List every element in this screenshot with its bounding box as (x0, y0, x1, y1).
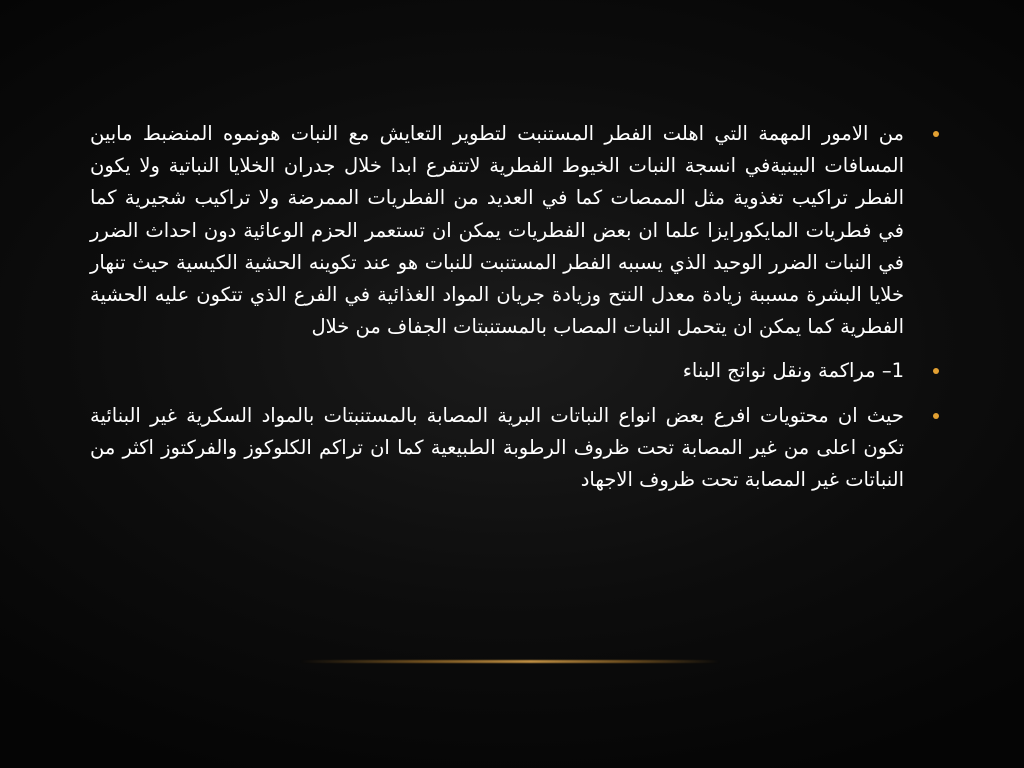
slide-body (90, 118, 956, 508)
decorative-gold-line (300, 660, 720, 663)
bullet-item (90, 118, 956, 343)
bullet-dot-icon (933, 413, 939, 419)
bullet-text: 1– مراكمة ونقل نواتج البناء (682, 359, 904, 383)
bullet-item (90, 400, 956, 497)
bullet-dot-icon (933, 368, 939, 374)
bullet-item (90, 355, 956, 387)
bullet-text: حيث ان محتويات افرع بعض انواع النباتات البرية المصابة بالمستنبتات بالمواد السكرية غير البنائية تكون اعلى من غير المصابة تحت ظروف الرطوبة الطبيعية كما ان تراكم الكلوكوز والفركتوز اكثر من النباتات غير المصابة تحت ظروف الاجهاد (90, 403, 904, 492)
bullet-dot-icon (933, 131, 939, 137)
bullet-text: من الامور المهمة التي اهلت الفطر المستنبت لتطوير التعايش مع النبات هونموه المنضبط مابين المسافات البينيةفي انسجة النبات الخيوط الفطرية لاتتفرع ابدا خلال جدران الخلايا النباتية ولا يكون الفطر تراكيب تغذوية مثل الممصات كما في العديد من الفطريات الممرضة ولا تراكيب شجيرية كما في فطريات المايكورايزا علما ان بعض الفطريات يمكن ان تستعمر الحزم الوعائية دون احداث الضرر في النبات الضرر الوحيد الذي يسببه الفطر المستنبت للنبات هو عند تكوينه الحشية الكيسية حيث تنهار خلايا البشرة مسببة زيادة معدل النتح وزيادة جريان المواد الغذائية في الفرع الذي تتكون عليه الحشية الفطرية كما يمكن ان يتحمل النبات المصاب بالمستنبتات الجفاف من خلال (90, 122, 904, 339)
